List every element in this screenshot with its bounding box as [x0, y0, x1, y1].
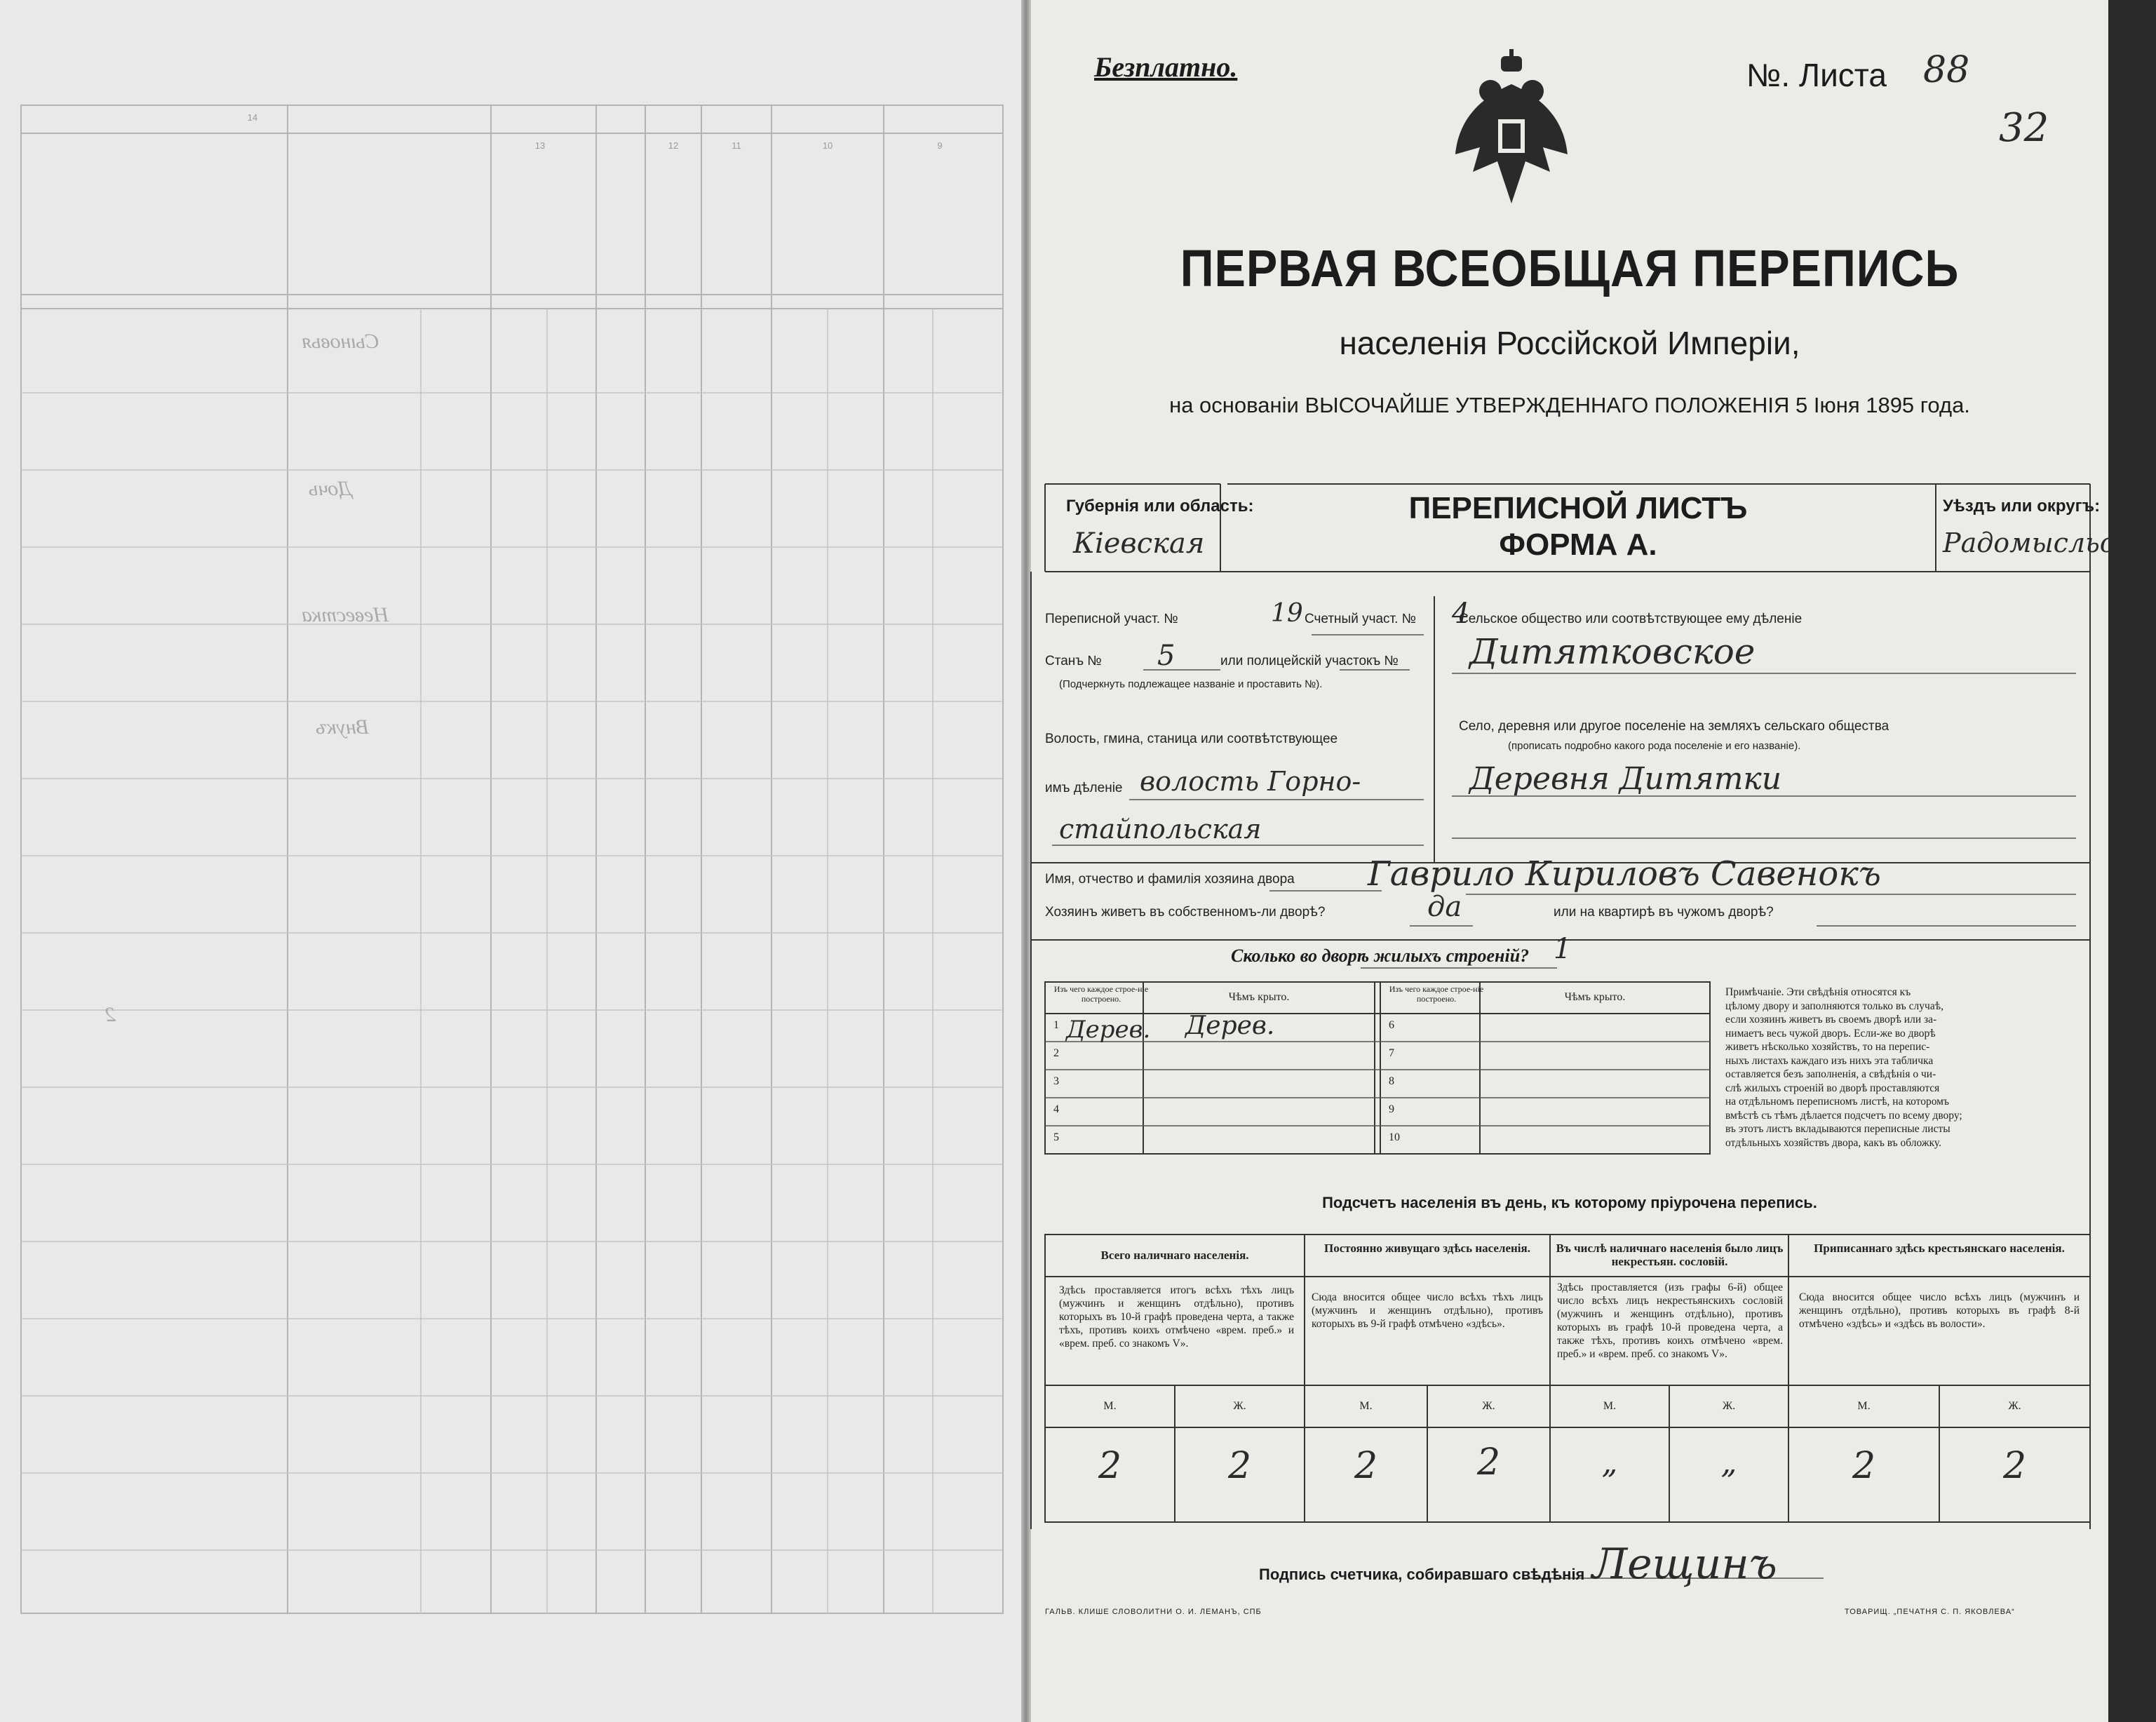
- society-label: Сельское общество или соотвѣтствующее ему дѣленіе: [1459, 612, 1803, 626]
- buildings-row-number: 8: [1389, 1075, 1394, 1087]
- bleed-through-text: 2: [105, 1003, 116, 1026]
- bleed-through-text: Внукъ: [316, 715, 370, 739]
- left-col-header: 10: [822, 140, 833, 151]
- buildings-row-number: 10: [1389, 1131, 1400, 1143]
- left-col-header: 12: [668, 140, 679, 151]
- police-label: или полицейскій участокъ №: [1220, 654, 1399, 668]
- total-male-count: 2: [1098, 1445, 1122, 1487]
- note-line: цѣлому двору и заполняются только въ случаѣ,: [1725, 1000, 1943, 1012]
- printer-mark-left: ГАЛЬВ. КЛИШЕ СЛОВОЛИТНИ О. И. ЛЕМАНЪ, СПБ: [1045, 1608, 1262, 1616]
- owner-label: Имя, отчество и фамилія хозяина двора: [1045, 872, 1295, 887]
- buildings-row-number: 5: [1053, 1131, 1059, 1143]
- male-label: М.: [1103, 1400, 1117, 1412]
- buildings-row-number: 4: [1053, 1103, 1059, 1115]
- total-female-count: 2: [1227, 1445, 1252, 1487]
- census-form-page: [1031, 0, 2156, 1722]
- population-col-title: Приписаннаго здѣсь крестьянскаго населенія.: [1814, 1242, 2065, 1255]
- stan-label: Станъ №: [1045, 654, 1102, 668]
- note-line: отдѣльныхъ хозяйствъ двора, какъ въ обложку.: [1725, 1136, 1942, 1149]
- male-label: М.: [1857, 1400, 1871, 1412]
- bleed-through-text: Дочь: [309, 477, 352, 500]
- population-col-desc: Здѣсь проставляется итогъ всѣхъ тѣхъ лицъ (мужчинъ и женщинъ отдѣльно), противъ которыхъ въ 10-й графѣ проведена черта, а также тѣхъ, противъ коихъ отмѣчено «врем. преб.» и «врем. преб. со знакомъ V».: [1059, 1284, 1294, 1350]
- note-line: живетъ нѣсколько хозяйствъ, то на перепис-: [1725, 1041, 1930, 1053]
- population-col-title: Постоянно живущаго здѣсь населенія.: [1324, 1242, 1530, 1255]
- population-col-title: Всего наличнаго населенія.: [1100, 1249, 1249, 1262]
- note-line: нимаетъ весь чужой дворъ. Если-же во дворѣ: [1725, 1027, 1936, 1040]
- form-header-line2: ФОРМА А.: [1499, 527, 1657, 562]
- buildings-col-roof-header: Чѣмъ крыто.: [1228, 991, 1290, 1003]
- buildings-row-number: 2: [1053, 1047, 1059, 1059]
- page-number-value: 32: [1999, 105, 2049, 151]
- registered-peasant-female-count: 2: [2002, 1445, 2027, 1487]
- uezd-label: Уѣздъ или округъ:: [1943, 497, 2101, 516]
- gubernia-value: Кіевская: [1073, 527, 1205, 560]
- stan-value: 5: [1157, 640, 1175, 672]
- population-col-desc: Здѣсь проставляется (изъ графы 6-й) общее число всѣхъ лицъ некрестьянскихъ сословій (мужчинъ и женщинъ отдѣльно), противъ которыхъ въ графѣ 10-й проведена черта, а также тѣхъ, противъ коихъ отмѣчено «врем. преб.» и «врем. преб. со знакомъ V».: [1557, 1282, 1783, 1360]
- volost-label1: Волость, гмина, станица или соотвѣтствующее: [1045, 732, 1338, 746]
- building-material-value: Дерев.: [1066, 1016, 1151, 1044]
- note-line: слѣ жилыхъ строеній во дворѣ проставляются: [1725, 1082, 1940, 1094]
- male-label: М.: [1359, 1400, 1373, 1412]
- society-value: Дитятковское: [1469, 631, 1756, 672]
- buildings-label: Сколько во дворѣ жилыхъ строеній?: [1231, 946, 1530, 966]
- population-col-title: Въ числѣ наличнаго населенія было лицъ некрестьян. сословій.: [1556, 1242, 1784, 1268]
- male-label: М.: [1603, 1400, 1617, 1412]
- count-district-value: 4: [1452, 598, 1470, 630]
- note-line: на отдѣльномъ переписномъ листѣ, на которомъ: [1725, 1096, 1949, 1108]
- female-label: Ж.: [1233, 1400, 1246, 1412]
- female-label: Ж.: [1482, 1400, 1495, 1412]
- own-house-value: да: [1427, 891, 1462, 923]
- bleed-through-text: Сыновья: [302, 330, 379, 353]
- printer-mark-right: ТОВАРИЩ. „ПЕЧАТНЯ С. П. ЯКОВЛЕВА“: [1845, 1608, 2015, 1616]
- signature-label: Подпись счетчика, собиравшаго свѣдѣнія: [1259, 1566, 1585, 1583]
- village-label: Село, деревня или другое поселеніе на земляхъ сельскаго общества: [1459, 719, 1889, 734]
- bleed-through-text: Невестка: [302, 603, 389, 626]
- registered-peasant-male-count: 2: [1852, 1445, 1876, 1487]
- non-peasant-female-count: „: [1720, 1445, 1737, 1481]
- note-line: если хозяинъ живетъ въ своемъ дворѣ или за-: [1725, 1014, 1937, 1025]
- note-line: оставляется безъ заполненія, а свѣдѣнія о чи-: [1725, 1068, 1936, 1080]
- uezd-value: Радомысльскій: [1943, 527, 2156, 558]
- census-district-label: Переписной участ. №: [1045, 612, 1178, 626]
- left-page: [0, 0, 1024, 1722]
- sheet-number-value: 88: [1923, 49, 1970, 91]
- building-roof-value: Дерев.: [1185, 1011, 1275, 1040]
- female-label: Ж.: [2008, 1400, 2021, 1412]
- signature-value: Лещинъ: [1592, 1540, 1777, 1589]
- buildings-col-built-header: Изъ чего каждое строе-ніе построено.: [1389, 984, 1484, 1004]
- book-spine: [1021, 0, 1031, 1722]
- note-line: вмѣстѣ съ тѣмъ дѣлается подсчетъ по всему двору;: [1725, 1109, 1962, 1122]
- sheet-number-label: №. Листа: [1746, 57, 1887, 93]
- form-basis: на основаніи ВЫСОЧАЙШЕ УТВЕРЖДЕННАГО ПОЛОЖЕНІЯ 5 Іюня 1895 года.: [1169, 393, 1970, 417]
- female-label: Ж.: [1722, 1400, 1736, 1412]
- note-block: [1725, 986, 2090, 1150]
- imperial-eagle-emblem: [1452, 49, 1571, 210]
- count-district-label: Счетный участ. №: [1305, 612, 1417, 626]
- left-col-header: 11: [732, 140, 741, 151]
- village-note: (прописать подробно какого рода поселеніе и его названіе).: [1508, 740, 1801, 752]
- buildings-col-built-header: Изъ чего каждое строе-ніе построено.: [1053, 984, 1149, 1004]
- volost-value-line1: волость Горно-: [1140, 766, 1361, 797]
- note-line: въ этотъ листъ вкладываются переписные листы: [1725, 1123, 1950, 1135]
- stan-note: (Подчеркнуть подлежащее названіе и проставить №).: [1059, 678, 1323, 690]
- owner-value: Гаврило Кириловъ Савенокъ: [1368, 854, 1881, 894]
- village-value: Деревня Дитятки: [1469, 761, 1782, 797]
- population-col-desc: Сюда вносится общее число всѣхъ лицъ (мужчинъ и женщинъ отдѣльно), противъ которыхъ въ графѣ 8-й отмѣчено «здѣсь» и «здѣсь въ волости».: [1799, 1291, 2080, 1330]
- form-header-line1: ПЕРЕПИСНОЙ ЛИСТЪ: [1408, 491, 1748, 525]
- buildings-row-number: 1: [1053, 1019, 1059, 1031]
- left-col-header: 9: [937, 140, 943, 151]
- buildings-col-roof-header: Чѣмъ крыто.: [1564, 991, 1626, 1003]
- form-subtitle: населенія Россійской Имперіи,: [1339, 325, 1800, 361]
- left-col-header: 13: [534, 140, 546, 151]
- buildings-row-number: 3: [1053, 1075, 1059, 1087]
- population-col-desc: Сюда вносится общее число всѣхъ тѣхъ лицъ (мужчинъ и женщинъ отдѣльно), противъ которыхъ въ 9-й графѣ отмѣчено «здѣсь».: [1312, 1291, 1543, 1330]
- census-district-value: 19: [1271, 599, 1303, 628]
- buildings-row-number: 6: [1389, 1019, 1394, 1031]
- rented-label: или на квартирѣ въ чужомъ дворѣ?: [1554, 905, 1774, 920]
- gubernia-label: Губернія или область:: [1066, 497, 1254, 516]
- permanent-male-count: 2: [1354, 1445, 1378, 1487]
- note-line: ныхъ листахъ каждаго изъ нихъ эта табличка: [1725, 1054, 1934, 1067]
- buildings-row-number: 7: [1389, 1047, 1394, 1059]
- form-title: ПЕРВАЯ ВСЕОБЩАЯ ПЕРЕПИСЬ: [1180, 239, 1960, 297]
- note-line: Примѣчаніе. Эти свѣдѣнія относятся къ: [1725, 986, 1911, 998]
- buildings-value: 1: [1554, 933, 1572, 965]
- volost-label2: имъ дѣленіе: [1045, 781, 1123, 795]
- volost-value-line2: стайпольская: [1059, 814, 1262, 845]
- left-col-header: 14: [247, 112, 258, 123]
- own-house-label: Хозяинъ живетъ въ собственномъ-ли дворѣ?: [1045, 905, 1326, 920]
- population-heading: Подсчетъ населенія въ день, къ которому пріурочена перепись.: [1322, 1194, 1817, 1211]
- non-peasant-male-count: „: [1601, 1445, 1618, 1481]
- buildings-row-number: 9: [1389, 1103, 1394, 1115]
- permanent-female-count: 2: [1476, 1441, 1501, 1484]
- free-of-charge-label: Безплатно.: [1094, 51, 1238, 83]
- left-page-grid: [0, 0, 1024, 1722]
